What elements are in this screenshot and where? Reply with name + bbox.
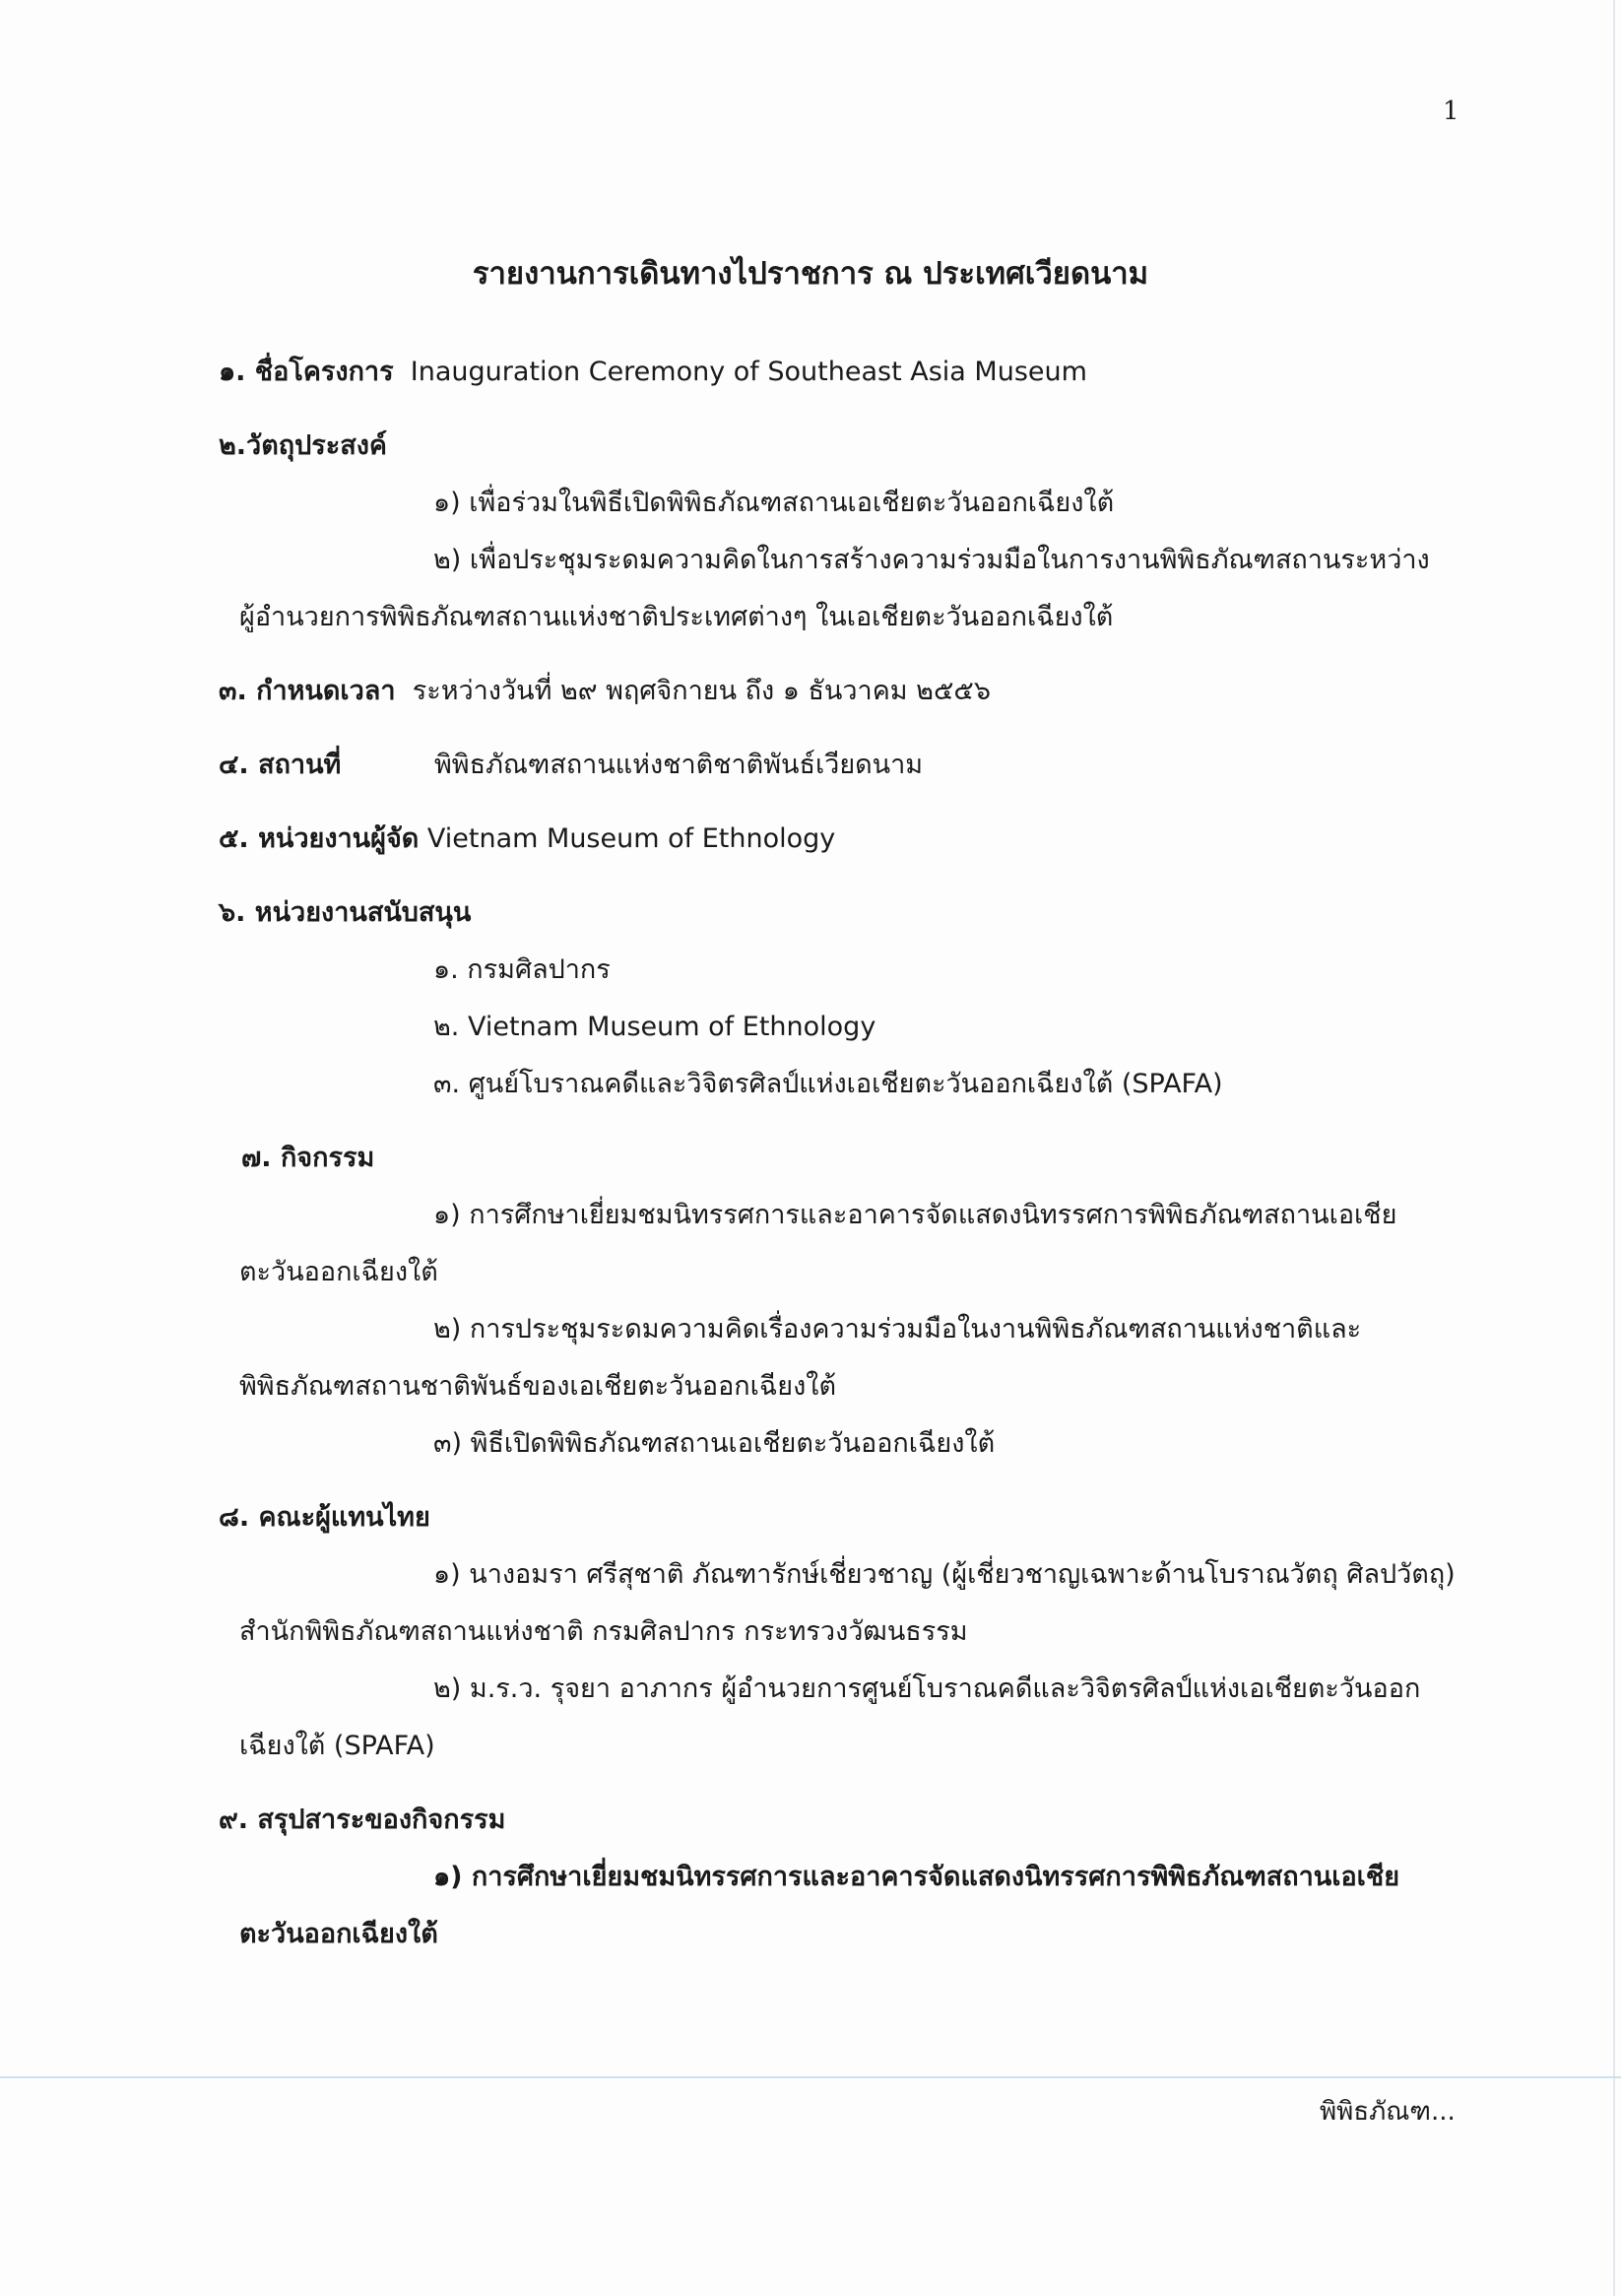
section-objectives-label: ๒.วัตถุประสงค์ [219, 430, 387, 461]
section-venue [219, 743, 923, 785]
section-schedule-value: ระหว่างวันที่ ๒๙ พฤศจิกายน ถึง ๑ ธันวาคม ๒๕๕๖ [412, 676, 991, 706]
summary-item-1-cont: ตะวันออกเฉียงใต้ [239, 1919, 438, 1949]
section-venue-value: พิพิธภัณฑสถานแห่งชาติชาติพันธ์เวียดนาม [434, 750, 924, 780]
supporter-item-2: ๒. Vietnam Museum of Ethnology [433, 1012, 876, 1042]
section-venue-label: ๔. สถานที่ [219, 750, 342, 780]
delegate-item-1-cont: สำนักพิพิธภัณฑสถานแห่งชาติ กรมศิลปากร กระทรวงวัฒนธรรม [239, 1616, 968, 1647]
section-organizer-label: ๕. หน่วยงานผู้จัด [219, 823, 420, 854]
next-page-catchword: พิพิธภัณฑ... [1320, 2097, 1456, 2127]
supporter-item-3: ๓. ศูนย์โบราณคดีและวิจิตรศิลป์แห่งเอเชียตะวันออกเฉียงใต้ (SPAFA) [433, 1069, 1223, 1099]
activity-item-2-cont: พิพิธภัณฑสถานชาติพันธ์ของเอเชียตะวันออกเฉียงใต้ [239, 1371, 836, 1402]
summary-item-1: ๑) การศึกษาเยี่ยมชมนิทรรศการและอาคารจัดแสดงนิทรรศการพิพิธภัณฑสถานเอเชีย [433, 1862, 1400, 1892]
delegate-item-2-cont: เฉียงใต้ (SPAFA) [239, 1731, 435, 1761]
footer-rule [0, 2076, 1621, 2078]
page-number: 1 [1443, 97, 1459, 126]
activity-item-1-cont: ตะวันออกเฉียงใต้ [239, 1257, 438, 1287]
scan-edge [1613, 0, 1615, 2296]
delegate-item-1: ๑) นางอมรา ศรีสุชาติ ภัณฑารักษ์เชี่ยวชาญ (ผู้เชี่ยวชาญเฉพาะด้านโบราณวัตถุ ศิลปวัตถุ) [433, 1559, 1456, 1590]
section-project-label: ๑. ชื่อโครงการ [219, 357, 394, 387]
activity-item-1: ๑) การศึกษาเยี่ยมชมนิทรรศการและอาคารจัดแสดงนิทรรศการพิพิธภัณฑสถานเอเชีย [433, 1200, 1397, 1230]
section-summary-label: ๙. สรุปสาระของกิจกรรม [219, 1804, 506, 1835]
section-schedule-label: ๓. กำหนดเวลา [219, 676, 396, 706]
section-organizer-value: Vietnam Museum of Ethnology [426, 823, 836, 854]
section-delegation-label: ๘. คณะผู้แทนไทย [219, 1502, 430, 1533]
section-project [219, 350, 1087, 392]
section-schedule [219, 669, 991, 711]
section-supporters-label: ๖. หน่วยงานสนับสนุน [219, 897, 472, 928]
activity-item-3: ๓) พิธีเปิดพิพิธภัณฑสถานเอเชียตะวันออกเฉียงใต้ [433, 1428, 996, 1459]
section-project-value: Inauguration Ceremony of Southeast Asia Museum [410, 357, 1087, 387]
delegate-item-2: ๒) ม.ร.ว. รุจยา อาภากร ผู้อำนวยการศูนย์โบราณคดีและวิจิตรศิลป์แห่งเอเชียตะวันออก [433, 1673, 1421, 1704]
section-organizer [219, 817, 835, 859]
objective-item-1: ๑) เพื่อร่วมในพิธีเปิดพิพิธภัณฑสถานเอเชียตะวันออกเฉียงใต้ [433, 488, 1115, 518]
section-activities-label: ๗. กิจกรรม [241, 1143, 375, 1173]
objective-item-2-cont: ผู้อำนวยการพิพิธภัณฑสถานแห่งชาติประเทศต่างๆ ในเอเชียตะวันออกเฉียงใต้ [239, 602, 1114, 632]
activity-item-2: ๒) การประชุมระดมความคิดเรื่องความร่วมมือในงานพิพิธภัณฑสถานแห่งชาติและ [433, 1314, 1362, 1345]
document-title: รายงานการเดินทางไปราชการ ณ ประเทศเวียดนาม [472, 256, 1149, 292]
supporter-item-1: ๑. กรมศิลปากร [433, 954, 611, 985]
objective-item-2: ๒) เพื่อประชุมระดมความคิดในการสร้างความร่วมมือในการงานพิพิธภัณฑสถานระหว่าง [433, 545, 1430, 575]
